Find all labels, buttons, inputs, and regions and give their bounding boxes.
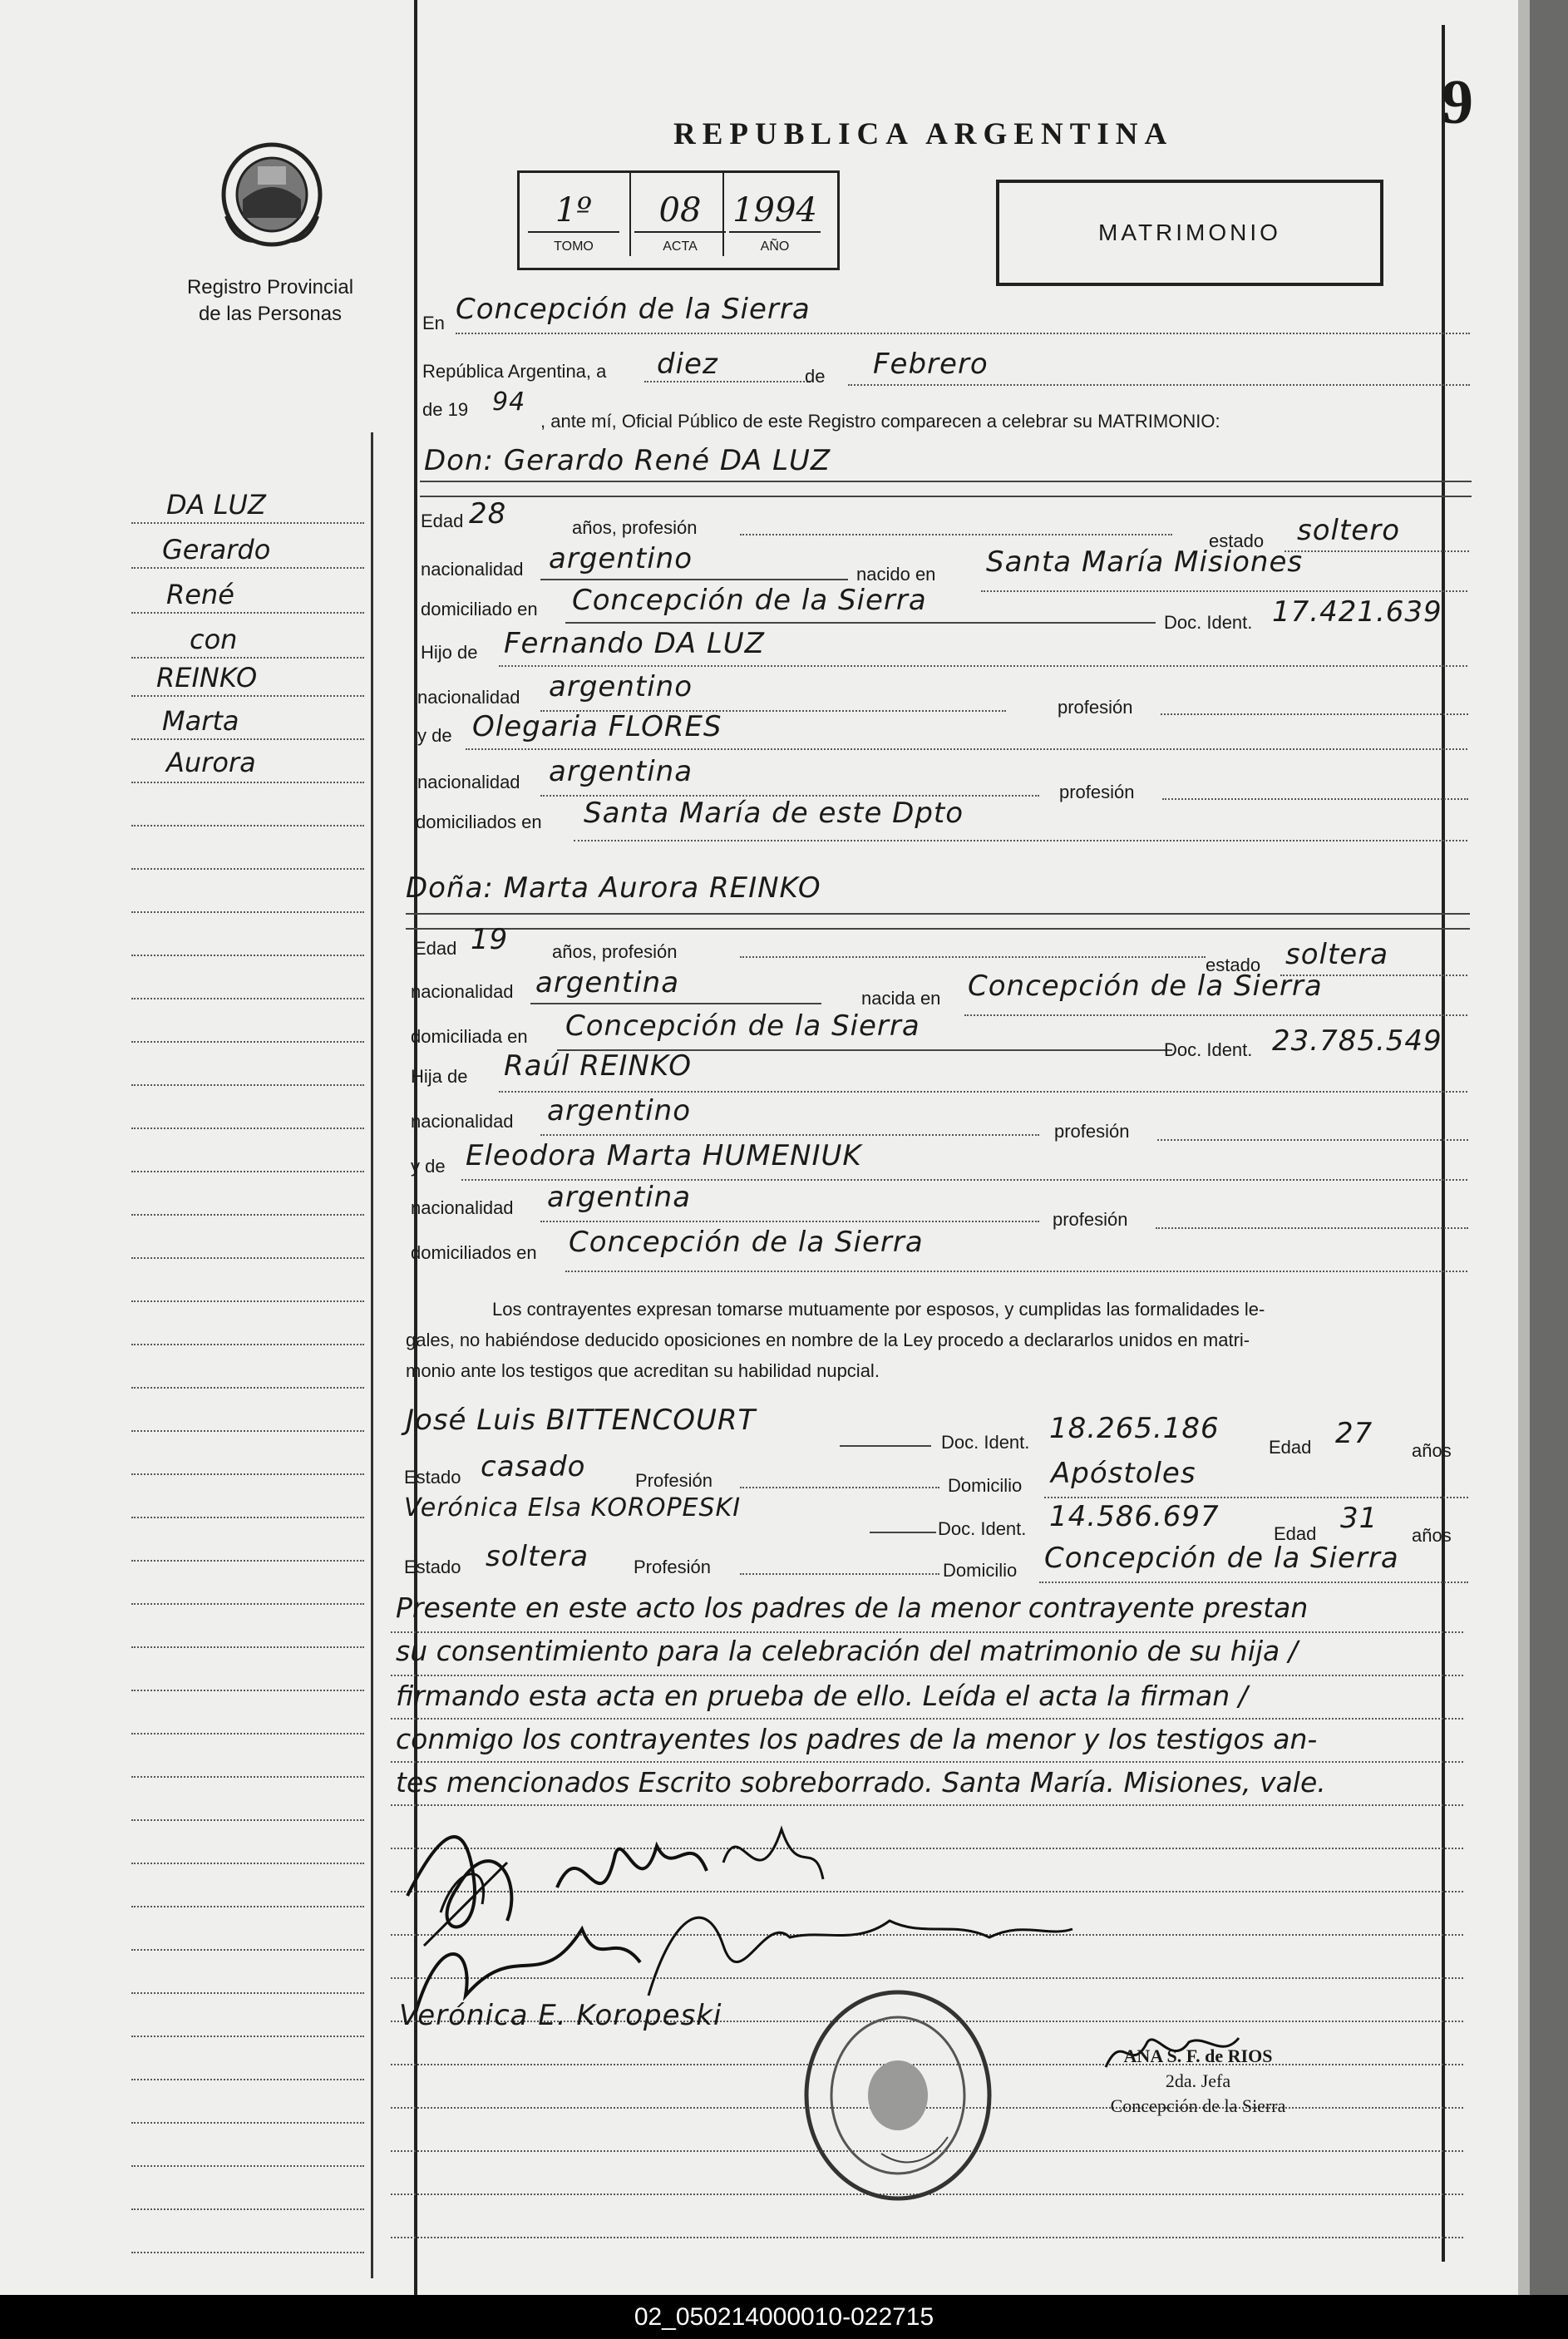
groom-father: Fernando DA LUZ [504, 627, 765, 660]
groom-doc: 17.421.639 [1272, 595, 1442, 629]
right-margin-rule [1442, 25, 1445, 2262]
bride-yde-label: y de [411, 1156, 446, 1177]
province-seal [218, 141, 326, 254]
note-line: conmigo los contrayentes los padres de la menor y los testigos an- [396, 1723, 1318, 1755]
bride-domiciliada-label: domiciliada en [411, 1026, 528, 1047]
groom-mother-nat-label: nacionalidad [417, 772, 520, 792]
margin-name-line: REINKO [156, 662, 258, 693]
tomo-value: 1º [555, 191, 593, 229]
bride-hija-label: Hija de [411, 1066, 468, 1087]
margin-name-line: DA LUZ [166, 489, 266, 521]
outer-margin-rule [371, 432, 373, 2278]
witness2-estado-label: Estado [404, 1557, 461, 1577]
year-prefix: de 19 [422, 399, 469, 420]
groom-father-prof-label: profesión [1058, 697, 1133, 718]
groom-estado-label: estado [1209, 530, 1265, 551]
margin-name-line: Aurora [166, 747, 256, 778]
record-type-box [996, 180, 1383, 286]
bride-anos-label: años, profesión [552, 941, 678, 962]
groom-domiciliados-label: domiciliados en [416, 812, 542, 832]
witness1-doc: 18.265.186 [1049, 1412, 1220, 1445]
margin-name-line: con [190, 624, 238, 655]
bride-edad-label: Edad [414, 938, 457, 959]
witness2-domicilio-label: Domicilio [943, 1560, 1018, 1581]
witness1-profesion-label: Profesión [635, 1470, 713, 1491]
ceremony-place: Concepción de la Sierra [456, 293, 811, 326]
bride-estado: soltera [1285, 938, 1389, 971]
groom-doc-label: Doc. Ident. [1164, 612, 1253, 633]
margin-name-line: Marta [162, 705, 239, 737]
bride-father: Raúl REINKO [504, 1049, 692, 1083]
witness1-age: 27 [1335, 1417, 1373, 1450]
country-title: REPUBLICA ARGENTINA [673, 117, 1174, 151]
acta-value: 08 [658, 191, 702, 229]
witness2-estado: soltera [486, 1540, 589, 1573]
margin-name-line: Gerardo [162, 534, 271, 565]
declaration-text [406, 1294, 1453, 1386]
signatures-area [391, 1779, 1139, 2033]
bride-father-prof-label: profesión [1054, 1121, 1130, 1142]
witness1-estado: casado [481, 1450, 586, 1483]
bride-parents-domicile: Concepción de la Sierra [569, 1226, 924, 1259]
witness1-name: José Luis BITTENCOURT [406, 1404, 757, 1437]
witness2-age: 31 [1340, 1502, 1378, 1535]
bride-mother-prof-label: profesión [1053, 1209, 1128, 1230]
witness-signature: Verónica E. Koropeski [399, 1999, 722, 2032]
groom-father-nationality: argentino [549, 670, 693, 703]
declaration-line: gales, no habiéndose deducido oposiciones en nombre de la Ley procedo a declararlos unidos en matri- [406, 1330, 1250, 1350]
bride-nacida-label: nacida en [861, 988, 941, 1009]
bride-age: 19 [471, 923, 509, 956]
groom-mother-nationality: argentina [549, 755, 693, 788]
bride-name: Doña: Marta Aurora REINKO [406, 871, 821, 905]
ano-cell [729, 185, 821, 254]
witness2-anos-label: años [1412, 1525, 1452, 1546]
note-line: tes mencionados Escrito sobreborrado. Santa María. Misiones, vale. [396, 1766, 1326, 1799]
witness1-domicilio-label: Domicilio [948, 1475, 1023, 1496]
registry-name [158, 274, 382, 328]
witness2-name: Verónica Elsa KOROPESKI [404, 1493, 742, 1522]
witness2-doc-label: Doc. Ident. [938, 1518, 1027, 1539]
witness2-profesion-label: Profesión [634, 1557, 711, 1577]
groom-domiciliado-label: domiciliado en [421, 599, 538, 619]
declaration-line: Los contrayentes expresan tomarse mutuamente por esposos, y cumplidas las formalidades le- [492, 1299, 1265, 1320]
groom-mother-prof-label: profesión [1059, 782, 1135, 802]
ceremony-year: 94 [492, 387, 526, 417]
bride-doc-label: Doc. Ident. [1164, 1039, 1253, 1060]
witness1-estado-label: Estado [404, 1467, 461, 1488]
official-stamp-name: ANA S. F. de RIOS [1123, 2045, 1273, 2066]
official-stamp-role: 2da. Jefa [1165, 2070, 1231, 2091]
margin-name-line: René [166, 579, 234, 610]
groom-anos-label: años, profesión [572, 517, 698, 538]
witness2-domicile: Concepción de la Sierra [1044, 1542, 1399, 1575]
acta-label: ACTA [663, 239, 698, 254]
bride-domiciliados-label: domiciliados en [411, 1242, 537, 1263]
groom-age: 28 [469, 497, 507, 530]
record-type: MATRIMONIO [1098, 220, 1281, 245]
ano-label: AÑO [760, 239, 790, 254]
witness1-edad-label: Edad [1269, 1437, 1312, 1458]
official-stamp [1061, 2044, 1335, 2119]
witness2-edad-label: Edad [1274, 1523, 1317, 1544]
bride-father-nationality: argentino [547, 1094, 691, 1128]
groom-yde-label: y de [417, 725, 452, 746]
bride-domicile: Concepción de la Sierra [565, 1009, 920, 1043]
en-label: En [422, 313, 445, 333]
note-line: Presente en este acto los padres de la menor contrayente prestan [396, 1591, 1309, 1624]
bride-mother: Eleodora Marta HUMENIUK [466, 1139, 862, 1172]
groom-domicile: Concepción de la Sierra [572, 584, 927, 617]
de-label: de [805, 366, 826, 387]
groom-father-nat-label: nacionalidad [417, 687, 520, 708]
note-line: firmando esta acta en prueba de ello. Leída el acta la firman / [396, 1680, 1248, 1712]
groom-birthplace: Santa María Misiones [986, 545, 1304, 579]
bride-mother-nat-label: nacionalidad [411, 1197, 514, 1218]
groom-parents-domicile: Santa María de este Dpto [584, 797, 964, 830]
registry-line1: Registro Provincial [186, 276, 354, 299]
groom-nationality: argentino [549, 542, 693, 575]
witness1-doc-label: Doc. Ident. [941, 1432, 1030, 1453]
groom-nacionalidad-label: nacionalidad [421, 559, 524, 580]
tomo-cell [528, 185, 619, 254]
official-stamp-place: Concepción de la Sierra [1110, 2095, 1286, 2116]
declaration-line: monio ante los testigos que acreditan su habilidad nupcial. [406, 1360, 880, 1381]
bride-doc: 23.785.549 [1272, 1024, 1442, 1058]
scan-id: 02_050214000010-022715 [634, 2303, 934, 2331]
witness1-anos-label: años [1412, 1440, 1452, 1461]
ceremony-month: Febrero [873, 348, 989, 381]
comparecen-text: , ante mí, Oficial Público de este Registro comparecen a celebrar su MATRIMONIO: [540, 411, 1220, 432]
groom-nacido-label: nacido en [856, 564, 936, 585]
note-line: su consentimiento para la celebración del matrimonio de su hija / [396, 1635, 1298, 1667]
groom-edad-label: Edad [421, 511, 464, 531]
groom-mother: Olegaria FLORES [472, 710, 722, 743]
binding-shadow [1518, 0, 1530, 2295]
ano-value: 1994 [732, 191, 817, 229]
bride-birthplace: Concepción de la Sierra [968, 970, 1323, 1003]
registry-line2: de las Personas [198, 303, 343, 325]
record-reference-box [517, 170, 840, 270]
bride-nacionalidad-label: nacionalidad [411, 981, 514, 1002]
page-number: 9 [1442, 67, 1473, 137]
official-seal [798, 1987, 998, 2208]
groom-name: Don: Gerardo René DA LUZ [424, 444, 831, 477]
bride-mother-nationality: argentina [547, 1181, 692, 1214]
bride-estado-label: estado [1206, 955, 1261, 975]
groom-estado: soltero [1297, 514, 1400, 547]
binding-edge [1530, 0, 1568, 2295]
groom-hijo-label: Hijo de [421, 642, 478, 663]
witness1-domicile: Apóstoles [1051, 1457, 1196, 1490]
ceremony-day: diez [657, 348, 718, 381]
bride-nationality: argentina [535, 966, 680, 999]
acta-cell [634, 185, 726, 254]
bride-father-nat-label: nacionalidad [411, 1111, 514, 1132]
tomo-label: TOMO [554, 239, 594, 254]
republica-label: República Argentina, a [422, 361, 607, 382]
witness2-doc: 14.586.697 [1049, 1500, 1220, 1533]
